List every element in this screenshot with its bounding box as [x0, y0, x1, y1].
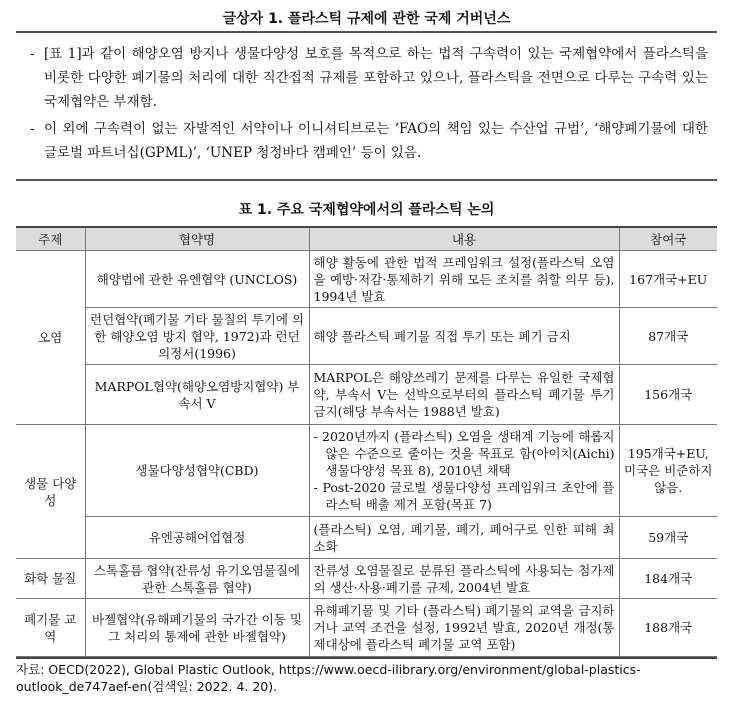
- topic-chemical: 화학 물질: [16, 559, 85, 599]
- participants-cell: 184개국: [619, 559, 717, 599]
- table-row: [16, 425, 717, 517]
- table-title: 표 1. 주요 국제협약에서의 플라스틱 논의: [238, 202, 495, 218]
- bullet-1-text: [표 1]과 같이 해양오염 방지나 생물다양성 보호를 목적으로 하는 법적 구속력이 있는 국제협약에서 플라스틱을 비롯한 다양한 폐기물의 처리에 대한 직간접적 규제를 포함하고 있으나, 플라스틱을 전면으로 다루는 구속력 있는 국제협약은 부재함.: [44, 46, 708, 110]
- participants-cell: 195개국+EU, 미국은 비준하지 않음.: [619, 425, 717, 517]
- participants-cell: 188개국: [619, 599, 717, 657]
- header-row: [16, 227, 717, 251]
- table-row: [16, 599, 717, 657]
- table-row: [16, 517, 717, 559]
- content-cell: (플라스틱) 오염, 폐기물, 폐기, 폐어구로 인한 피해 최소화: [309, 517, 619, 559]
- header-topic: 주제: [16, 227, 85, 251]
- agreement-cell: 생물다양성협약(CBD): [85, 425, 309, 517]
- agreement-cell: 유엔공해어업협정: [85, 517, 309, 559]
- participants-cell: 59개국: [619, 517, 717, 559]
- bullet-1: - [표 1]과 같이 해양오염 방지나 생물다양성 보호를 목적으로 하는 법적 구속력이 있는 국제협약에서 플라스틱을 비롯한 다양한 폐기물의 처리에 대한 직간접적 규제를 포함하고 있으나, 플라스틱을 전면으로 다루는 구속력 있는 국제협약은 부재함.: [30, 42, 708, 114]
- content-cell: [309, 425, 619, 517]
- list-item: - 2020년까지 (플라스틱) 오염을 생태계 기능에 해롭지 않은 수준으로 줄이는 것을 목표로 함(아이치(Aichi) 생물다양성 목표 8), 2010년 채택: [313, 429, 615, 478]
- agreement-cell: 런던협약(폐기물 기타 물질의 투기에 의한 해양오염 방지 협약, 1972)과 런던의정서(1996): [85, 308, 309, 365]
- header-content: 내용: [309, 227, 619, 251]
- table-row: [16, 365, 717, 425]
- list-item: - Post-2020 글로벌 생물다양성 프레임워크 초안에 플라스틱 배출 제거 포함(목표 7): [313, 480, 615, 512]
- agreement-cell: MARPOL협약(해양오염방지협약) 부속서 V: [85, 365, 309, 425]
- box-title: 글상자 1. 플라스틱 규제에 관한 국제 거버넌스: [222, 11, 511, 27]
- agreement-cell: 해양법에 관한 유엔협약 (UNCLOS): [85, 251, 309, 308]
- agreements-table: [16, 226, 717, 657]
- content-cell: MARPOL은 해양쓰레기 문제를 다루는 유일한 국제협약, 부속서 V는 선박으로부터의 플라스틱 폐기물 투기 금지(해당 부속서는 1988년 발효): [309, 365, 619, 425]
- content-cell: 해양 활동에 관한 법적 프레임워크 설정(플라스틱 오염을 예방·저감·통제하기 위해 모든 조치를 취할 의무 등), 1994년 발효: [309, 251, 619, 308]
- agreement-cell: 스톡홀름 협약(잔류성 유기오염물질에 관한 스톡홀름 협약): [85, 559, 309, 599]
- topic-biodiversity: 생물 다양성: [16, 425, 85, 559]
- header-agreement: 협약명: [85, 227, 309, 251]
- agreement-cell: 바젤협약(유해폐기물의 국가간 이동 및 그 처리의 통제에 관한 바젤협약): [85, 599, 309, 657]
- topic-waste-trade: 폐기물 교역: [16, 599, 85, 657]
- participants-cell: 87개국: [619, 308, 717, 365]
- participants-cell: 167개국+EU: [619, 251, 717, 308]
- source-note: 자료: OECD(2022), Global Plastic Outlook, https://www.oecd-ilibrary.org/environment/global-plastics-outlook_de747aef-en(검색일: 2022. 4. 20).: [16, 657, 717, 695]
- text-box: [16, 31, 717, 181]
- bullet-2-text: 이 외에 구속력이 없는 자발적인 서약이나 이니셔티브로는 ‘FAO의 책임 있는 수산업 규범’, ‘해양폐기물에 대한 글로벌 파트너십(GPML)’, ‘UNEP 청정바다 캠페인’ 등이 있음.: [44, 121, 708, 161]
- table-row: [16, 308, 717, 365]
- participants-cell: 156개국: [619, 365, 717, 425]
- topic-pollution: 오염: [16, 251, 85, 425]
- table-row: [16, 251, 717, 308]
- table-row: [16, 559, 717, 599]
- content-cell: 유해폐기물 및 기타 (플라스틱) 폐기물의 교역을 금지하거나 교역 조건을 설정, 1992년 발효, 2020년 개정(통제대상에 플라스틱 폐기물 교역 포함): [309, 599, 619, 657]
- content-cell: 잔류성 오염물질로 분류된 플라스틱에 사용되는 첨가제의 생산·사용·폐기를 규제, 2004년 발효: [309, 559, 619, 599]
- bullet-2: - 이 외에 구속력이 없는 자발적인 서약이나 이니셔티브로는 ‘FAO의 책임 있는 수산업 규범’, ‘해양폐기물에 대한 글로벌 파트너십(GPML)’, ‘UNEP 청정바다 캠페인’ 등이 있음.: [30, 117, 708, 165]
- content-cell: 해양 플라스틱 폐기물 직접 투기 또는 폐기 금지: [309, 308, 619, 365]
- header-participants: 참여국: [619, 227, 717, 251]
